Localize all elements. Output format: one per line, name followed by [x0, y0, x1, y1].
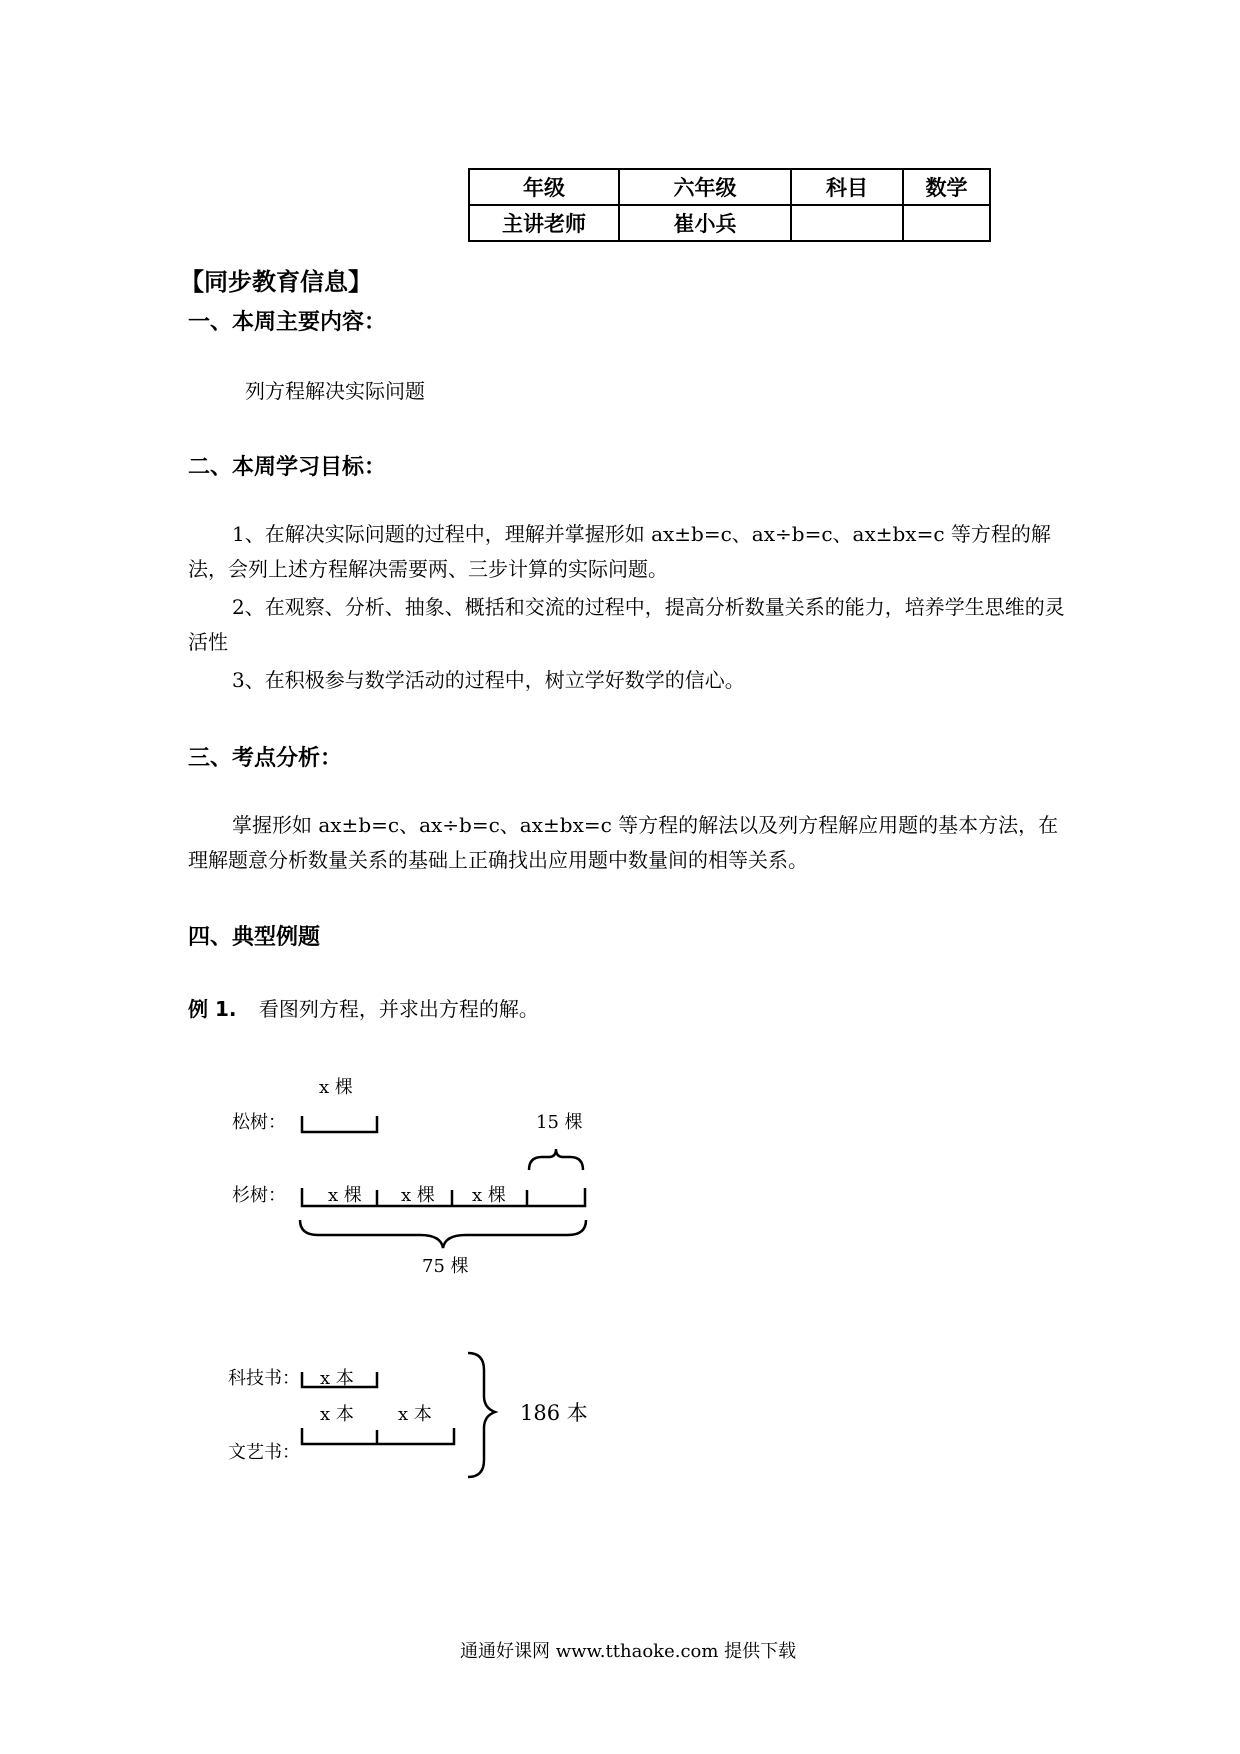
section-1-body: 列方程解决实际问题: [245, 379, 425, 403]
section-1-title: 一、本周主要内容：: [188, 310, 387, 335]
grade-label: 年级: [469, 169, 619, 205]
sci-label: 科技书：: [228, 1368, 300, 1389]
teacher-label: 主讲老师: [469, 205, 619, 241]
page-heading: 【同步教育信息】: [180, 268, 372, 296]
fir-seg-3: x 棵: [472, 1185, 506, 1206]
goal-paragraph-2: 2、在观察、分析、抽象、概括和交流的过程中，提高分析数量关系的能力，培养学生思维的灵活性: [188, 595, 1065, 654]
art-seg-2: x 本: [398, 1404, 432, 1425]
section-4-title: 四、典型例题: [188, 925, 321, 950]
subject-label: 科目: [791, 169, 903, 205]
sci-seg: x 本: [320, 1368, 354, 1389]
art-seg-1: x 本: [320, 1404, 354, 1425]
total-label: 75 棵: [422, 1256, 469, 1277]
pine-top-label: x 棵: [319, 1077, 353, 1098]
section-3-body: 掌握形如 ax±b=c、ax÷b=c、ax±bx=c 等方程的解法以及列方程解应用题的基本方法，在理解题意分析数量关系的基础上正确找出应用题中数量间的相等关系。: [188, 813, 1059, 872]
example-1-label: 例 1.: [188, 997, 237, 1021]
goal-paragraph-3: 3、在积极参与数学活动的过程中，树立学好数学的信心。: [232, 668, 745, 692]
subject-value: 数学: [903, 169, 990, 205]
grade-value: 六年级: [619, 169, 791, 205]
teacher-value: 崔小兵: [619, 205, 791, 241]
example-1-text: 看图列方程，并求出方程的解。: [258, 997, 539, 1021]
fir-label: 杉树：: [232, 1185, 286, 1206]
pine-label: 松树：: [232, 1112, 286, 1133]
art-label: 文艺书：: [228, 1442, 300, 1463]
section-2-title: 二、本周学习目标：: [188, 455, 387, 480]
extra-label: 15 棵: [536, 1112, 583, 1133]
footer-text: 通通好课网 www.tthaoke.com 提供下载: [460, 1641, 797, 1662]
fir-seg-2: x 棵: [401, 1185, 435, 1206]
goal-paragraph-1: 1、在解决实际问题的过程中，理解并掌握形如 ax±b=c、ax÷b=c、ax±bx=c 等方程的解法，会列上述方程解决需要两、三步计算的实际问题。: [188, 522, 1051, 581]
section-3-title: 三、考点分析：: [188, 746, 343, 771]
fir-seg-1: x 棵: [328, 1185, 362, 1206]
books-total-label: 186 本: [520, 1401, 588, 1425]
